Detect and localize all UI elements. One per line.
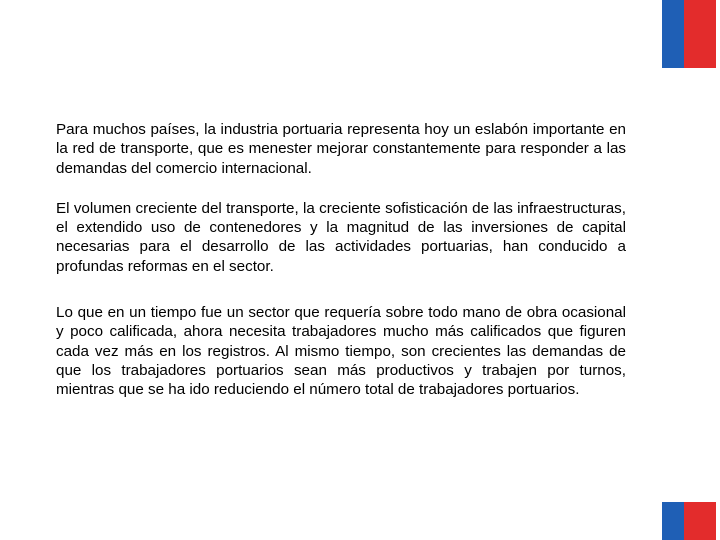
paragraph-1: Para muchos países, la industria portuaria representa hoy un eslabón importante en la red de transporte, que es menester mejorar constantemente para responder a las demandas del comercio internacional. (56, 121, 626, 177)
flag-blue-band (662, 0, 684, 68)
paragraph-2: El volumen creciente del transporte, la creciente sofisticación de las infraestructuras, el extendido uso de contenedores y la magnitud de las inversiones de capital necesarias para el desarrollo de las actividades portuarias, han conducido a profundas reformas en el sector. (56, 199, 626, 275)
document-body (56, 120, 626, 400)
flag-stripe-top (662, 0, 716, 68)
flag-red-band (684, 502, 716, 540)
flag-red-band (684, 0, 716, 68)
flag-blue-band (662, 502, 684, 540)
flag-stripe-bottom (662, 502, 716, 540)
paragraph-3: Lo que en un tiempo fue un sector que requería sobre todo mano de obra ocasional y poco calificada, ahora necesita trabajadores mucho más calificados que figuren cada vez más en los registros. Al mismo tiempo, son crecientes las demandas de que los trabajadores portuarios sean más productivos y trabajen por turnos, mientras que se ha ido reduciendo el número total de trabajadores portuarios. (56, 304, 626, 399)
